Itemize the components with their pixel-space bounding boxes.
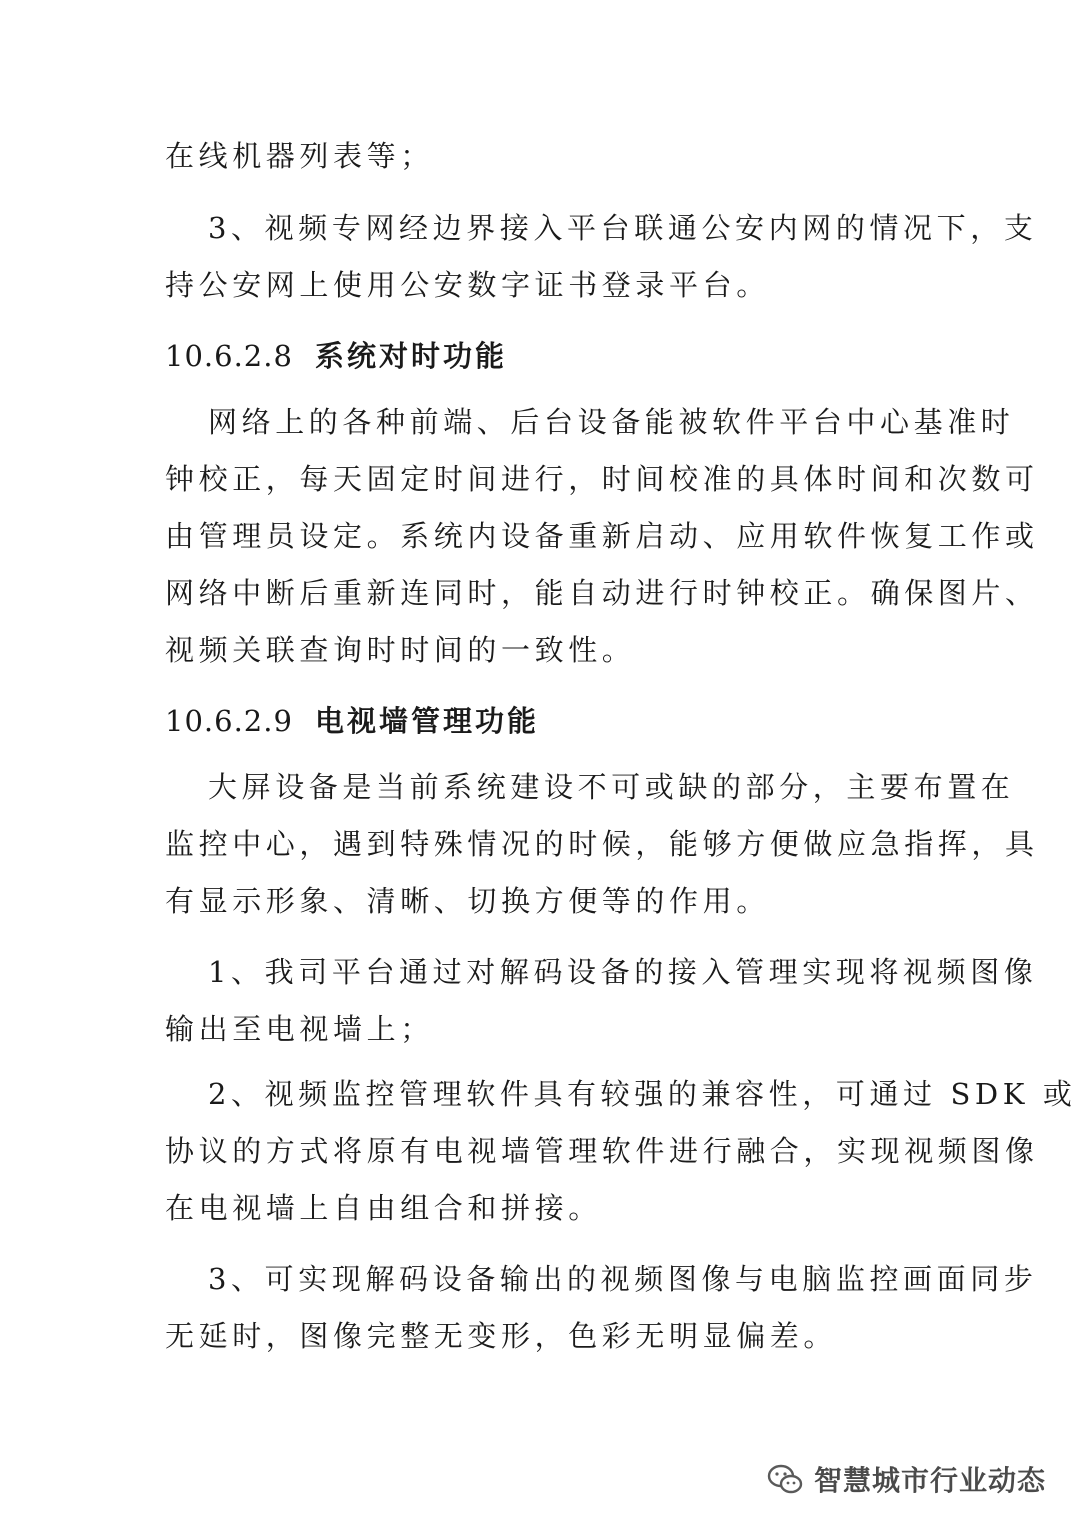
- text-line: 持公安网上使用公安数字证书登录平台。: [165, 268, 770, 302]
- text-line: 输出至电视墙上；: [165, 1012, 434, 1046]
- text-line: 在电视墙上自由组合和拼接。: [165, 1191, 602, 1225]
- watermark: [766, 1457, 1046, 1501]
- text-line: 由管理员设定。系统内设备重新启动、应用软件恢复工作或: [165, 519, 1039, 553]
- text-line: 协议的方式将原有电视墙管理软件进行融合，实现视频图像: [165, 1134, 1039, 1168]
- wechat-icon: [766, 1463, 804, 1495]
- section-title: 系统对时功能: [315, 339, 508, 373]
- text-line: 1、我司平台通过对解码设备的接入管理实现将视频图像: [208, 955, 1038, 989]
- text-line: 2、视频监控管理软件具有较强的兼容性，可通过 SDK 或: [208, 1077, 1077, 1111]
- text-line: 大屏设备是当前系统建设不可或缺的部分，主要布置在: [208, 770, 1015, 804]
- text-line: 钟校正，每天固定时间进行，时间校准的具体时间和次数可: [165, 462, 1039, 496]
- section-title: 电视墙管理功能: [315, 704, 540, 738]
- text-line: 3、视频专网经边界接入平台联通公安内网的情况下，支: [208, 211, 1038, 245]
- text-line: 视频关联查询时时间的一致性。: [165, 633, 636, 667]
- watermark-text: 智慧城市行业动态: [813, 1464, 1046, 1497]
- section-heading: [165, 701, 539, 741]
- text-line: 无延时，图像完整无变形，色彩无明显偏差。: [165, 1319, 838, 1353]
- text-line: 有显示形象、清晰、切换方便等的作用。: [165, 884, 770, 918]
- text-line: 监控中心，遇到特殊情况的时候，能够方便做应急指挥，具: [165, 827, 1039, 861]
- text-line: 网络上的各种前端、后台设备能被软件平台中心基准时: [208, 405, 1015, 439]
- text-line: 在线机器列表等；: [165, 139, 434, 173]
- text-line: 网络中断后重新连同时，能自动进行时钟校正。确保图片、: [165, 576, 1039, 610]
- section-number: 10.6.2.8: [165, 339, 293, 373]
- section-number: 10.6.2.9: [165, 704, 293, 738]
- text-line: 3、可实现解码设备输出的视频图像与电脑监控画面同步: [208, 1262, 1038, 1296]
- section-heading: [165, 336, 507, 376]
